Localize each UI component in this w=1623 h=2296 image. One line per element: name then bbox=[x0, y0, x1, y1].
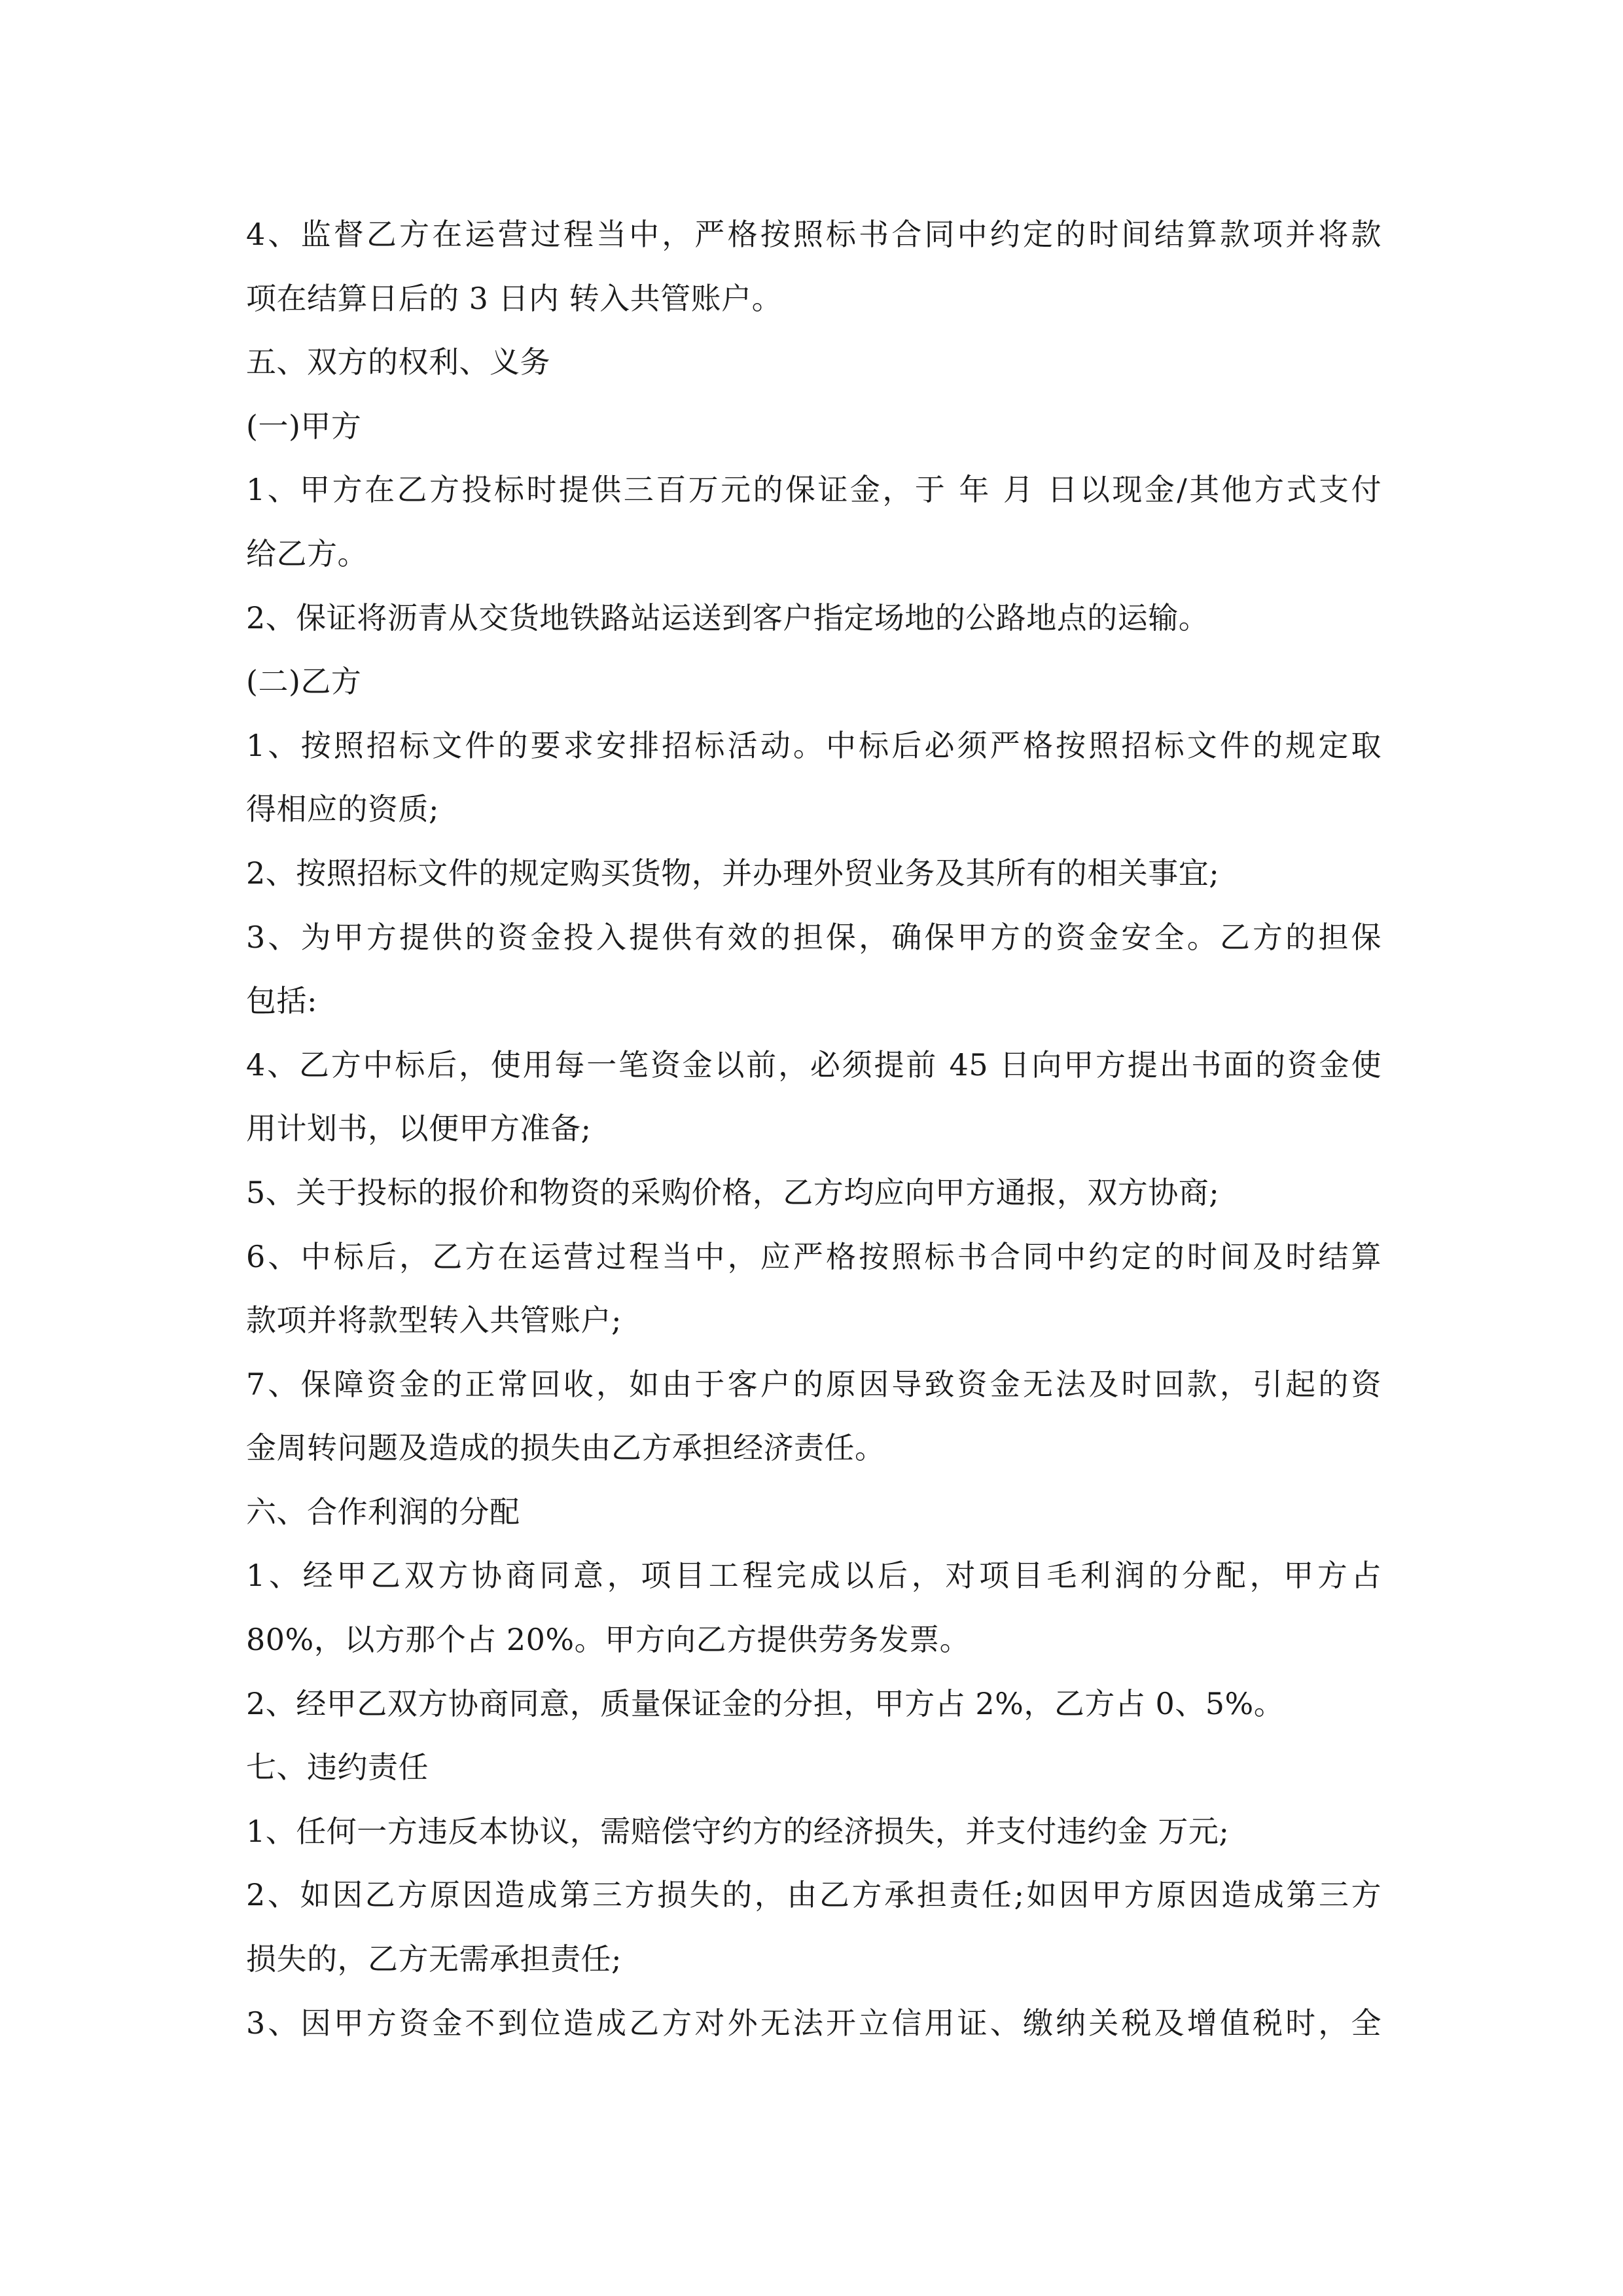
text-line: 1、按照招标文件的要求安排招标活动。中标后必须严格按照招标文件的规定取 bbox=[246, 727, 1382, 763]
text-line: 2、保证将沥青从交货地铁路站运送到客户指定场地的公路地点的运输。 bbox=[246, 600, 1209, 636]
text-line: 2、按照招标文件的规定购买货物，并办理外贸业务及其所有的相关事宜; bbox=[246, 855, 1220, 891]
text-line: 给乙方。 bbox=[246, 535, 368, 571]
text-line: 1、甲方在乙方投标时提供三百万元的保证金，于 年 月 日以现金/其他方式支付 bbox=[246, 472, 1382, 508]
text-line: 4、乙方中标后，使用每一笔资金以前，必须提前 45 日向甲方提出书面的资金使 bbox=[246, 1047, 1382, 1083]
text-line: 用计划书，以便甲方准备; bbox=[246, 1111, 592, 1147]
text-line: 3、为甲方提供的资金投入提供有效的担保，确保甲方的资金安全。乙方的担保 bbox=[246, 919, 1382, 955]
text-line: 项在结算日后的 3 日内 转入共管账户。 bbox=[246, 280, 783, 316]
text-line: 80%，以方那个占 20%。甲方向乙方提供劳务发票。 bbox=[246, 1622, 971, 1658]
document-body bbox=[246, 203, 1382, 2055]
section-heading: 五、双方的权利、义务 bbox=[246, 344, 550, 380]
text-line: 包括: bbox=[246, 983, 317, 1019]
text-line: 1、任何一方违反本协议，需赔偿守约方的经济损失，并支付违约金 万元; bbox=[246, 1813, 1230, 1849]
subsection-heading: (二)乙方 bbox=[246, 664, 362, 700]
text-line: 2、经甲乙双方协商同意，质量保证金的分担，甲方占 2%，乙方占 0、5%。 bbox=[246, 1685, 1285, 1721]
text-line: 款项并将款型转入共管账户; bbox=[246, 1302, 622, 1338]
text-line: 5、关于投标的报价和物资的采购价格，乙方均应向甲方通报，双方协商; bbox=[246, 1174, 1220, 1210]
text-line: 1、经甲乙双方协商同意，项目工程完成以后，对项目毛利润的分配，甲方占 bbox=[246, 1558, 1382, 1594]
text-line: 4、监督乙方在运营过程当中，严格按照标书合同中约定的时间结算款项并将款 bbox=[246, 217, 1382, 252]
text-line: 得相应的资质; bbox=[246, 791, 439, 827]
subsection-heading: (一)甲方 bbox=[246, 408, 362, 444]
text-line: 6、中标后，乙方在运营过程当中，应严格按照标书合同中约定的时间及时结算 bbox=[246, 1238, 1382, 1274]
text-line: 3、因甲方资金不到位造成乙方对外无法开立信用证、缴纳关税及增值税时，全 bbox=[246, 2005, 1382, 2041]
text-line: 7、保障资金的正常回收，如由于客户的原因导致资金无法及时回款，引起的资 bbox=[246, 1366, 1382, 1402]
text-line: 金周转问题及造成的损失由乙方承担经济责任。 bbox=[246, 1430, 885, 1466]
text-line: 2、如因乙方原因造成第三方损失的，由乙方承担责任;如因甲方原因造成第三方 bbox=[246, 1877, 1382, 1913]
section-heading: 七、违约责任 bbox=[246, 1749, 429, 1785]
text-line: 损失的，乙方无需承担责任; bbox=[246, 1941, 622, 1977]
section-heading: 六、合作利润的分配 bbox=[246, 1494, 520, 1530]
